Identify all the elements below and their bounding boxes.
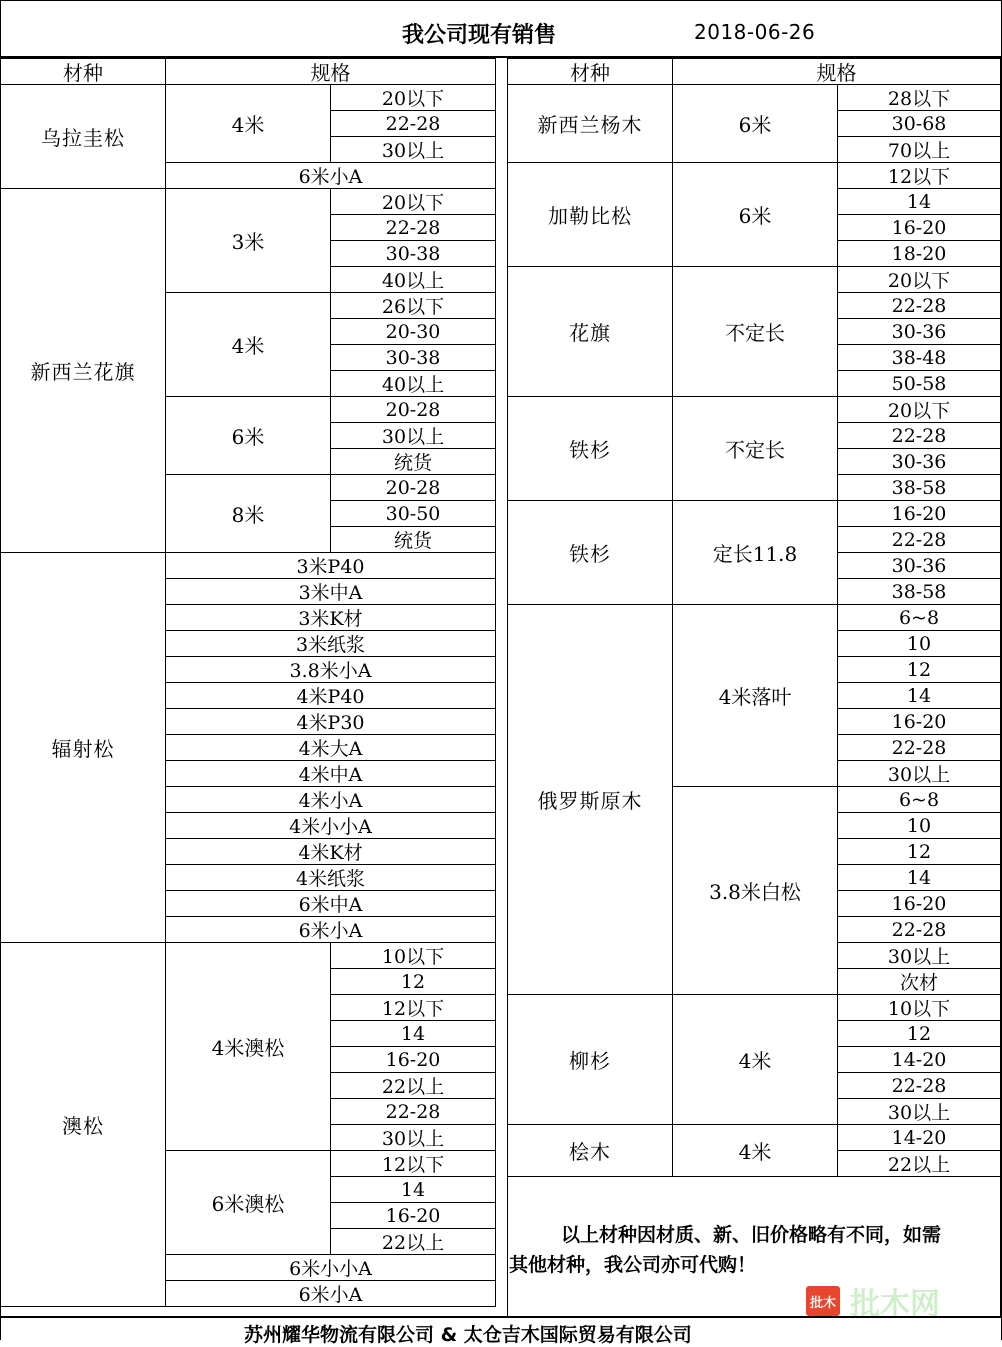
spec-cell: 4米K材 — [165, 838, 496, 865]
length-cell: 6米 — [165, 396, 331, 475]
length-cell: 6米 — [672, 162, 838, 267]
grade-cell: 40以上 — [330, 266, 496, 293]
grade-cell: 14 — [330, 1176, 496, 1203]
note-box-border — [507, 1176, 508, 1316]
grade-cell: 22-28 — [837, 916, 1001, 943]
column-header-material: 材种 — [0, 58, 166, 85]
grade-cell: 6~8 — [837, 786, 1001, 813]
grade-cell: 22以上 — [837, 1150, 1001, 1177]
grade-cell: 30以上 — [837, 942, 1001, 969]
grade-cell: 30-38 — [330, 344, 496, 371]
spec-cell: 6米小A — [165, 1280, 496, 1307]
grade-cell: 12以下 — [330, 994, 496, 1021]
grade-cell: 20以下 — [837, 396, 1001, 423]
length-cell: 6米 — [672, 84, 838, 163]
grade-cell: 20-30 — [330, 318, 496, 345]
spec-cell: 4米纸浆 — [165, 864, 496, 891]
grade-cell: 10以下 — [837, 994, 1001, 1021]
grade-cell: 22以上 — [330, 1072, 496, 1099]
page-title: 我公司现有销售 — [402, 23, 557, 48]
length-cell: 4米 — [672, 1124, 838, 1177]
grade-cell: 30-68 — [837, 110, 1001, 137]
grade-cell: 30以上 — [837, 760, 1001, 787]
grade-cell: 20-28 — [330, 474, 496, 501]
spec-cell: 3.8米小A — [165, 656, 496, 683]
spec-cell: 4米中A — [165, 760, 496, 787]
grade-cell: 次材 — [837, 968, 1001, 995]
length-cell: 不定长 — [672, 396, 838, 501]
grade-cell: 16-20 — [837, 500, 1001, 527]
length-cell: 4米 — [165, 84, 331, 163]
grade-cell: 20-28 — [330, 396, 496, 423]
grade-cell: 14-20 — [837, 1046, 1001, 1073]
report-date: 2018-06-26 — [694, 20, 816, 44]
grade-cell: 12 — [330, 968, 496, 995]
grade-cell: 12以下 — [837, 162, 1001, 189]
material-cell: 俄罗斯原木 — [507, 604, 673, 995]
grade-cell: 28以下 — [837, 84, 1001, 111]
grade-cell: 22以上 — [330, 1228, 496, 1255]
length-cell: 4米 — [672, 994, 838, 1125]
grade-cell: 38-58 — [837, 474, 1001, 501]
page-footer — [0, 1316, 1002, 1346]
spec-cell: 6米小A — [165, 162, 496, 189]
spec-cell: 3米K材 — [165, 604, 496, 631]
material-cell: 新西兰杨木 — [507, 84, 673, 163]
grade-cell: 16-20 — [330, 1046, 496, 1073]
spec-cell: 3米P40 — [165, 552, 496, 579]
grade-cell: 统货 — [330, 448, 496, 475]
grade-cell: 22-28 — [837, 1072, 1001, 1099]
grade-cell: 统货 — [330, 526, 496, 553]
page-border — [0, 0, 1, 1340]
grade-cell: 18-20 — [837, 240, 1001, 267]
grade-cell: 22-28 — [837, 734, 1001, 761]
footer-companies: 苏州耀华物流有限公司 & 太仓吉木国际贸易有限公司 — [244, 1324, 692, 1346]
spec-cell: 3米中A — [165, 578, 496, 605]
grade-cell: 22-28 — [330, 1098, 496, 1125]
spec-cell: 4米小小A — [165, 812, 496, 839]
grade-cell: 12 — [837, 1020, 1001, 1047]
grade-cell: 16-20 — [330, 1202, 496, 1229]
grade-cell: 14 — [330, 1020, 496, 1047]
footnote-line-2: 其他材种，我公司亦可代购！ — [509, 1254, 757, 1276]
page-border — [0, 0, 1002, 1]
grade-cell: 12 — [837, 838, 1001, 865]
length-cell: 4米澳松 — [165, 942, 331, 1151]
length-cell: 定长11.8 — [672, 500, 838, 605]
grade-cell: 14-20 — [837, 1124, 1001, 1151]
grade-cell: 14 — [837, 682, 1001, 709]
spec-cell: 6米中A — [165, 890, 496, 917]
length-cell: 4米 — [165, 292, 331, 397]
material-cell: 辐射松 — [0, 552, 166, 943]
column-header-spec: 规格 — [165, 58, 496, 85]
page-header — [0, 0, 1002, 58]
length-cell: 3.8米白松 — [672, 786, 838, 995]
grade-cell: 20以下 — [837, 266, 1001, 293]
grade-cell: 20以下 — [330, 84, 496, 111]
grade-cell: 30-36 — [837, 318, 1001, 345]
grade-cell: 16-20 — [837, 890, 1001, 917]
grade-cell: 50-58 — [837, 370, 1001, 397]
grade-cell: 22-28 — [837, 292, 1001, 319]
grade-cell: 10以下 — [330, 942, 496, 969]
spec-cell: 3米纸浆 — [165, 630, 496, 657]
watermark-logo-icon: 批木 — [806, 1286, 840, 1316]
spec-cell: 4米大A — [165, 734, 496, 761]
material-cell: 新西兰花旗 — [0, 188, 166, 553]
grade-cell: 6~8 — [837, 604, 1001, 631]
grade-cell: 38-58 — [837, 578, 1001, 605]
grade-cell: 30以上 — [330, 136, 496, 163]
spec-cell: 4米P40 — [165, 682, 496, 709]
grade-cell: 10 — [837, 630, 1001, 657]
footnote — [509, 1220, 999, 1280]
grade-cell: 30-50 — [330, 500, 496, 527]
grade-cell: 30以上 — [837, 1098, 1001, 1125]
grade-cell: 22-28 — [330, 110, 496, 137]
footnote-line-1: 以上材种因材质、新、旧价格略有不同，如需 — [561, 1224, 942, 1246]
grade-cell: 22-28 — [837, 526, 1001, 553]
grade-cell: 38-48 — [837, 344, 1001, 371]
material-cell: 花旗 — [507, 266, 673, 397]
length-cell: 8米 — [165, 474, 331, 553]
column-header-material: 材种 — [507, 58, 673, 85]
grade-cell: 30以上 — [330, 1124, 496, 1151]
grade-cell: 70以上 — [837, 136, 1001, 163]
material-cell: 柳杉 — [507, 994, 673, 1125]
grade-cell: 12以下 — [330, 1150, 496, 1177]
spec-cell: 4米小A — [165, 786, 496, 813]
grade-cell: 16-20 — [837, 214, 1001, 241]
material-cell: 澳松 — [0, 942, 166, 1307]
spec-cell: 6米小A — [165, 916, 496, 943]
grade-cell: 20以下 — [330, 188, 496, 215]
grade-cell: 26以下 — [330, 292, 496, 319]
material-cell: 铁杉 — [507, 396, 673, 501]
material-cell: 铁杉 — [507, 500, 673, 605]
grade-cell: 30-36 — [837, 552, 1001, 579]
grade-cell: 12 — [837, 656, 1001, 683]
length-cell: 不定长 — [672, 266, 838, 397]
watermark — [806, 1284, 940, 1322]
grade-cell: 30以上 — [330, 422, 496, 449]
grade-cell: 14 — [837, 864, 1001, 891]
grade-cell: 30-38 — [330, 240, 496, 267]
grade-cell: 14 — [837, 188, 1001, 215]
material-cell: 加勒比松 — [507, 162, 673, 267]
grade-cell: 10 — [837, 812, 1001, 839]
spec-cell: 6米小小A — [165, 1254, 496, 1281]
material-cell: 桧木 — [507, 1124, 673, 1177]
length-cell: 3米 — [165, 188, 331, 293]
length-cell: 4米落叶 — [672, 604, 838, 787]
material-cell: 乌拉圭松 — [0, 84, 166, 189]
grade-cell: 16-20 — [837, 708, 1001, 735]
length-cell: 6米澳松 — [165, 1150, 331, 1255]
watermark-site-name: 批木网 — [850, 1287, 940, 1322]
grade-cell: 22-28 — [837, 422, 1001, 449]
grade-cell: 30-36 — [837, 448, 1001, 475]
grade-cell: 40以上 — [330, 370, 496, 397]
spec-cell: 4米P30 — [165, 708, 496, 735]
grade-cell: 22-28 — [330, 214, 496, 241]
column-header-spec: 规格 — [672, 58, 1001, 85]
